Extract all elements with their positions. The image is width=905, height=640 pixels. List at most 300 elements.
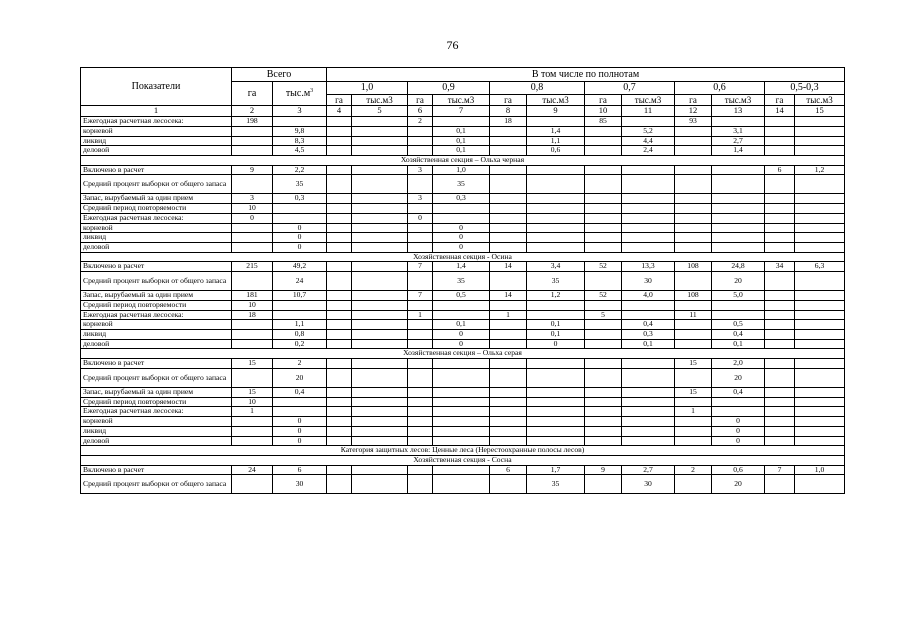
table-cell — [327, 213, 352, 223]
table-cell — [765, 417, 795, 427]
table-cell: 85 — [585, 117, 622, 127]
table-cell — [765, 146, 795, 156]
table-cell — [675, 243, 712, 253]
table-row — [81, 310, 845, 320]
row-label: корневой — [81, 126, 232, 136]
row-label: ликвид — [81, 426, 232, 436]
table-cell: 0,1 — [622, 339, 675, 349]
table-cell: 34 — [765, 262, 795, 272]
table-cell — [490, 300, 527, 310]
column-number: 13 — [712, 106, 765, 117]
table-cell — [352, 233, 408, 243]
table-cell — [765, 387, 795, 397]
table-cell: 6 — [273, 465, 327, 475]
table-cell — [795, 426, 845, 436]
table-cell — [352, 194, 408, 204]
table-cell: 4,0 — [622, 291, 675, 301]
table-cell — [585, 126, 622, 136]
table-row — [81, 426, 845, 436]
table-cell — [433, 417, 490, 427]
table-cell — [622, 194, 675, 204]
table-cell — [232, 136, 273, 146]
table-cell: 3,4 — [527, 262, 585, 272]
table-cell — [490, 233, 527, 243]
table-cell — [408, 397, 433, 407]
table-cell — [327, 291, 352, 301]
table-cell — [585, 330, 622, 340]
table-cell: 24 — [232, 465, 273, 475]
table-cell — [527, 204, 585, 214]
table-cell — [490, 320, 527, 330]
table-cell — [490, 436, 527, 446]
table-cell — [675, 223, 712, 233]
table-cell: 24 — [273, 272, 327, 291]
table-cell — [327, 436, 352, 446]
table-cell: 10,7 — [273, 291, 327, 301]
table-cell — [795, 407, 845, 417]
unit-thous-m3: тыс.м3 — [352, 95, 408, 106]
table-cell — [490, 407, 527, 417]
table-cell — [490, 165, 527, 175]
table-cell — [622, 213, 675, 223]
table-cell — [795, 291, 845, 301]
table-cell — [765, 126, 795, 136]
table-cell: 20 — [712, 272, 765, 291]
table-cell — [433, 465, 490, 475]
table-cell — [712, 300, 765, 310]
table-cell — [765, 359, 795, 369]
row-label: Запас, вырубаемый за один прием — [81, 387, 232, 397]
table-cell — [765, 397, 795, 407]
table-cell — [352, 272, 408, 291]
table-cell — [765, 368, 795, 387]
table-cell — [712, 243, 765, 253]
table-row — [81, 233, 845, 243]
table-cell — [352, 387, 408, 397]
row-label: Средний период повторяемости — [81, 300, 232, 310]
table-cell — [352, 223, 408, 233]
row-label: ликвид — [81, 330, 232, 340]
table-row — [81, 117, 845, 127]
table-cell — [675, 175, 712, 194]
table-cell: 10 — [232, 204, 273, 214]
table-cell — [408, 330, 433, 340]
table-row — [81, 368, 845, 387]
column-number: 15 — [795, 106, 845, 117]
table-cell — [712, 165, 765, 175]
section-title: Хозяйственная секция - Сосна — [81, 455, 845, 465]
table-cell — [675, 397, 712, 407]
table-cell — [795, 436, 845, 446]
table-cell — [232, 339, 273, 349]
table-row — [81, 300, 845, 310]
table-row — [81, 194, 845, 204]
column-number: 10 — [585, 106, 622, 117]
row-label: корневой — [81, 417, 232, 427]
table-cell — [527, 194, 585, 204]
table-cell — [232, 272, 273, 291]
table-cell — [527, 117, 585, 127]
table-cell — [622, 117, 675, 127]
table-cell — [490, 213, 527, 223]
table-cell — [352, 368, 408, 387]
table-row — [81, 475, 845, 494]
table-cell — [675, 136, 712, 146]
table-cell — [327, 243, 352, 253]
table-cell — [433, 359, 490, 369]
table-cell — [273, 300, 327, 310]
table-cell: 0,1 — [527, 330, 585, 340]
table-cell — [352, 213, 408, 223]
column-number: 8 — [490, 106, 527, 117]
table-cell: 0,4 — [712, 387, 765, 397]
table-cell — [527, 165, 585, 175]
table-cell — [795, 368, 845, 387]
table-cell — [765, 436, 795, 446]
table-cell: 0 — [433, 233, 490, 243]
table-cell: 1,2 — [795, 165, 845, 175]
table-cell — [712, 397, 765, 407]
row-label: ликвид — [81, 233, 232, 243]
table-cell: 0 — [433, 339, 490, 349]
table-cell — [352, 291, 408, 301]
table-cell — [408, 204, 433, 214]
table-cell: 0 — [273, 436, 327, 446]
table-cell — [352, 397, 408, 407]
table-cell: 3 — [232, 194, 273, 204]
table-cell — [327, 310, 352, 320]
table-cell — [408, 475, 433, 494]
column-number: 11 — [622, 106, 675, 117]
table-cell — [675, 320, 712, 330]
table-cell — [327, 300, 352, 310]
table-cell — [352, 426, 408, 436]
table-cell — [232, 436, 273, 446]
table-cell — [490, 417, 527, 427]
column-number: 4 — [327, 106, 352, 117]
table-cell — [433, 397, 490, 407]
table-cell: 0,6 — [712, 465, 765, 475]
table-cell: 35 — [273, 175, 327, 194]
table-cell: 198 — [232, 117, 273, 127]
table-cell — [352, 330, 408, 340]
table-cell — [327, 262, 352, 272]
table-cell — [795, 175, 845, 194]
table-cell — [622, 359, 675, 369]
table-cell: 30 — [273, 475, 327, 494]
table-cell — [585, 339, 622, 349]
table-row — [81, 291, 845, 301]
table-cell — [490, 272, 527, 291]
unit-ha: га — [490, 95, 527, 106]
table-cell — [527, 223, 585, 233]
table-cell — [433, 436, 490, 446]
table-cell — [490, 243, 527, 253]
table-cell — [585, 436, 622, 446]
table-cell: 1,1 — [527, 136, 585, 146]
table-cell: 8,3 — [273, 136, 327, 146]
table-row — [81, 223, 845, 233]
table-cell — [765, 213, 795, 223]
table-cell: 0,1 — [433, 320, 490, 330]
table-cell: 2,7 — [622, 465, 675, 475]
table-cell — [352, 359, 408, 369]
table-cell — [765, 475, 795, 494]
table-cell: 1,1 — [273, 320, 327, 330]
table-cell — [675, 194, 712, 204]
column-number: 1 — [81, 106, 232, 117]
table-row — [81, 339, 845, 349]
table-row — [81, 359, 845, 369]
table-cell — [527, 407, 585, 417]
table-row — [81, 465, 845, 475]
row-label: корневой — [81, 223, 232, 233]
table-cell — [527, 426, 585, 436]
table-cell — [795, 136, 845, 146]
table-cell — [327, 194, 352, 204]
header-density-2: 0,9 — [408, 82, 490, 95]
table-cell — [765, 223, 795, 233]
table-cell: 108 — [675, 262, 712, 272]
table-row — [81, 213, 845, 223]
column-number: 2 — [232, 106, 273, 117]
table-cell: 5 — [585, 310, 622, 320]
table-cell — [585, 194, 622, 204]
table-cell — [327, 407, 352, 417]
table-cell — [408, 465, 433, 475]
table-cell — [433, 204, 490, 214]
table-cell: 0,1 — [527, 320, 585, 330]
section-row — [81, 349, 845, 359]
table-cell — [327, 117, 352, 127]
table-cell — [433, 117, 490, 127]
table-cell — [490, 368, 527, 387]
table-cell: 2,2 — [273, 165, 327, 175]
table-row — [81, 436, 845, 446]
table-cell — [765, 204, 795, 214]
table-cell — [795, 272, 845, 291]
table-cell — [273, 204, 327, 214]
table-cell: 0,4 — [622, 320, 675, 330]
table-row — [81, 262, 845, 272]
table-cell — [795, 213, 845, 223]
table-cell — [327, 387, 352, 397]
column-number: 9 — [527, 106, 585, 117]
table-cell — [352, 136, 408, 146]
unit-ha: га — [765, 95, 795, 106]
table-cell — [712, 117, 765, 127]
table-cell — [795, 243, 845, 253]
table-cell — [765, 310, 795, 320]
table-cell — [327, 339, 352, 349]
table-cell — [712, 204, 765, 214]
table-row — [81, 126, 845, 136]
table-cell — [327, 146, 352, 156]
table-cell — [408, 436, 433, 446]
table-cell — [327, 136, 352, 146]
table-cell — [352, 417, 408, 427]
table-row — [81, 272, 845, 291]
table-cell: 24,8 — [712, 262, 765, 272]
table-cell: 4,4 — [622, 136, 675, 146]
table-cell — [408, 339, 433, 349]
table-cell — [327, 368, 352, 387]
table-cell — [352, 465, 408, 475]
table-cell: 0,1 — [433, 126, 490, 136]
table-cell — [795, 126, 845, 136]
table-cell — [408, 126, 433, 136]
table-cell — [585, 204, 622, 214]
table-cell — [527, 436, 585, 446]
table-cell: 93 — [675, 117, 712, 127]
table-cell: 13,3 — [622, 262, 675, 272]
column-number: 12 — [675, 106, 712, 117]
table-cell — [232, 146, 273, 156]
table-cell — [712, 213, 765, 223]
table-cell — [433, 407, 490, 417]
table-cell: 52 — [585, 291, 622, 301]
table-cell — [327, 175, 352, 194]
table-cell: 108 — [675, 291, 712, 301]
table-cell — [327, 330, 352, 340]
table-cell — [352, 146, 408, 156]
table-cell — [490, 175, 527, 194]
table-cell: 15 — [232, 387, 273, 397]
table-cell — [232, 368, 273, 387]
table-cell: 1,7 — [527, 465, 585, 475]
table-row — [81, 407, 845, 417]
column-number: 5 — [352, 106, 408, 117]
table-cell — [433, 426, 490, 436]
table-cell: 30 — [622, 272, 675, 291]
table-cell: 35 — [433, 272, 490, 291]
table-cell — [675, 330, 712, 340]
row-label: Ежегодная расчетная лесосека: — [81, 310, 232, 320]
table-cell: 15 — [675, 359, 712, 369]
row-label: Средний процент выборки от общего запаса — [81, 368, 232, 387]
table-cell — [232, 475, 273, 494]
section-row — [81, 252, 845, 262]
section-title: Категория защитных лесов: Ценные леса (Нерестоохранные полосы лесов) — [81, 446, 845, 456]
unit-thous-m3: тыс.м3 — [712, 95, 765, 106]
table-cell — [408, 407, 433, 417]
table-cell — [585, 233, 622, 243]
table-cell — [352, 475, 408, 494]
table-cell — [765, 291, 795, 301]
table-cell — [232, 126, 273, 136]
section-title: Хозяйственная секция – Ольха черная — [81, 155, 845, 165]
table-cell — [585, 368, 622, 387]
table-cell — [490, 330, 527, 340]
table-cell — [327, 417, 352, 427]
table-cell — [490, 146, 527, 156]
table-cell: 35 — [527, 272, 585, 291]
table-cell — [408, 359, 433, 369]
table-cell — [622, 397, 675, 407]
table-cell — [765, 272, 795, 291]
table-cell: 1,4 — [527, 126, 585, 136]
table-cell — [585, 165, 622, 175]
table-cell — [232, 233, 273, 243]
table-cell — [433, 475, 490, 494]
section-row — [81, 155, 845, 165]
unit-ha: га — [408, 95, 433, 106]
table-row — [81, 417, 845, 427]
table-cell — [527, 175, 585, 194]
table-cell — [327, 465, 352, 475]
table-cell: 2,7 — [712, 136, 765, 146]
table-cell — [585, 407, 622, 417]
row-label: Средний процент выборки от общего запаса — [81, 475, 232, 494]
table-cell — [622, 233, 675, 243]
table-cell: 2,0 — [712, 359, 765, 369]
table-cell — [675, 368, 712, 387]
table-cell — [675, 475, 712, 494]
table-cell — [765, 175, 795, 194]
table-cell: 11 — [675, 310, 712, 320]
table-row — [81, 320, 845, 330]
table-cell: 3 — [408, 194, 433, 204]
row-label: Ежегодная расчетная лесосека: — [81, 407, 232, 417]
table-cell: 0 — [712, 436, 765, 446]
table-cell — [527, 368, 585, 387]
forest-calculation-table — [80, 67, 845, 494]
table-cell — [765, 243, 795, 253]
table-cell: 0,1 — [433, 136, 490, 146]
table-row — [81, 175, 845, 194]
table-cell — [490, 359, 527, 369]
table-cell — [712, 407, 765, 417]
row-label: деловой — [81, 146, 232, 156]
table-row — [81, 330, 845, 340]
table-cell: 9 — [232, 165, 273, 175]
table-cell — [273, 407, 327, 417]
table-cell — [490, 387, 527, 397]
table-cell — [408, 223, 433, 233]
table-cell — [433, 310, 490, 320]
table-cell — [765, 117, 795, 127]
table-cell: 215 — [232, 262, 273, 272]
table-cell — [352, 175, 408, 194]
table-cell — [352, 407, 408, 417]
table-cell: 0,3 — [273, 194, 327, 204]
table-cell — [765, 339, 795, 349]
table-cell — [408, 368, 433, 387]
table-cell — [232, 320, 273, 330]
table-cell — [585, 243, 622, 253]
table-cell — [408, 426, 433, 436]
table-cell — [327, 223, 352, 233]
table-cell — [352, 243, 408, 253]
table-cell — [795, 359, 845, 369]
table-cell: 1 — [408, 310, 433, 320]
unit-thous-m3: тыс.м3 — [795, 95, 845, 106]
table-cell — [712, 194, 765, 204]
table-cell: 20 — [273, 368, 327, 387]
table-row — [81, 204, 845, 214]
table-cell: 35 — [433, 175, 490, 194]
header-total: Всего — [232, 68, 327, 82]
table-cell: 14 — [490, 262, 527, 272]
table-cell: 15 — [675, 387, 712, 397]
table-cell — [408, 243, 433, 253]
table-cell — [352, 262, 408, 272]
table-row — [81, 136, 845, 146]
table-cell — [622, 407, 675, 417]
unit-thous-m3: тыс.м3 — [622, 95, 675, 106]
table-cell — [585, 146, 622, 156]
table-cell — [795, 387, 845, 397]
